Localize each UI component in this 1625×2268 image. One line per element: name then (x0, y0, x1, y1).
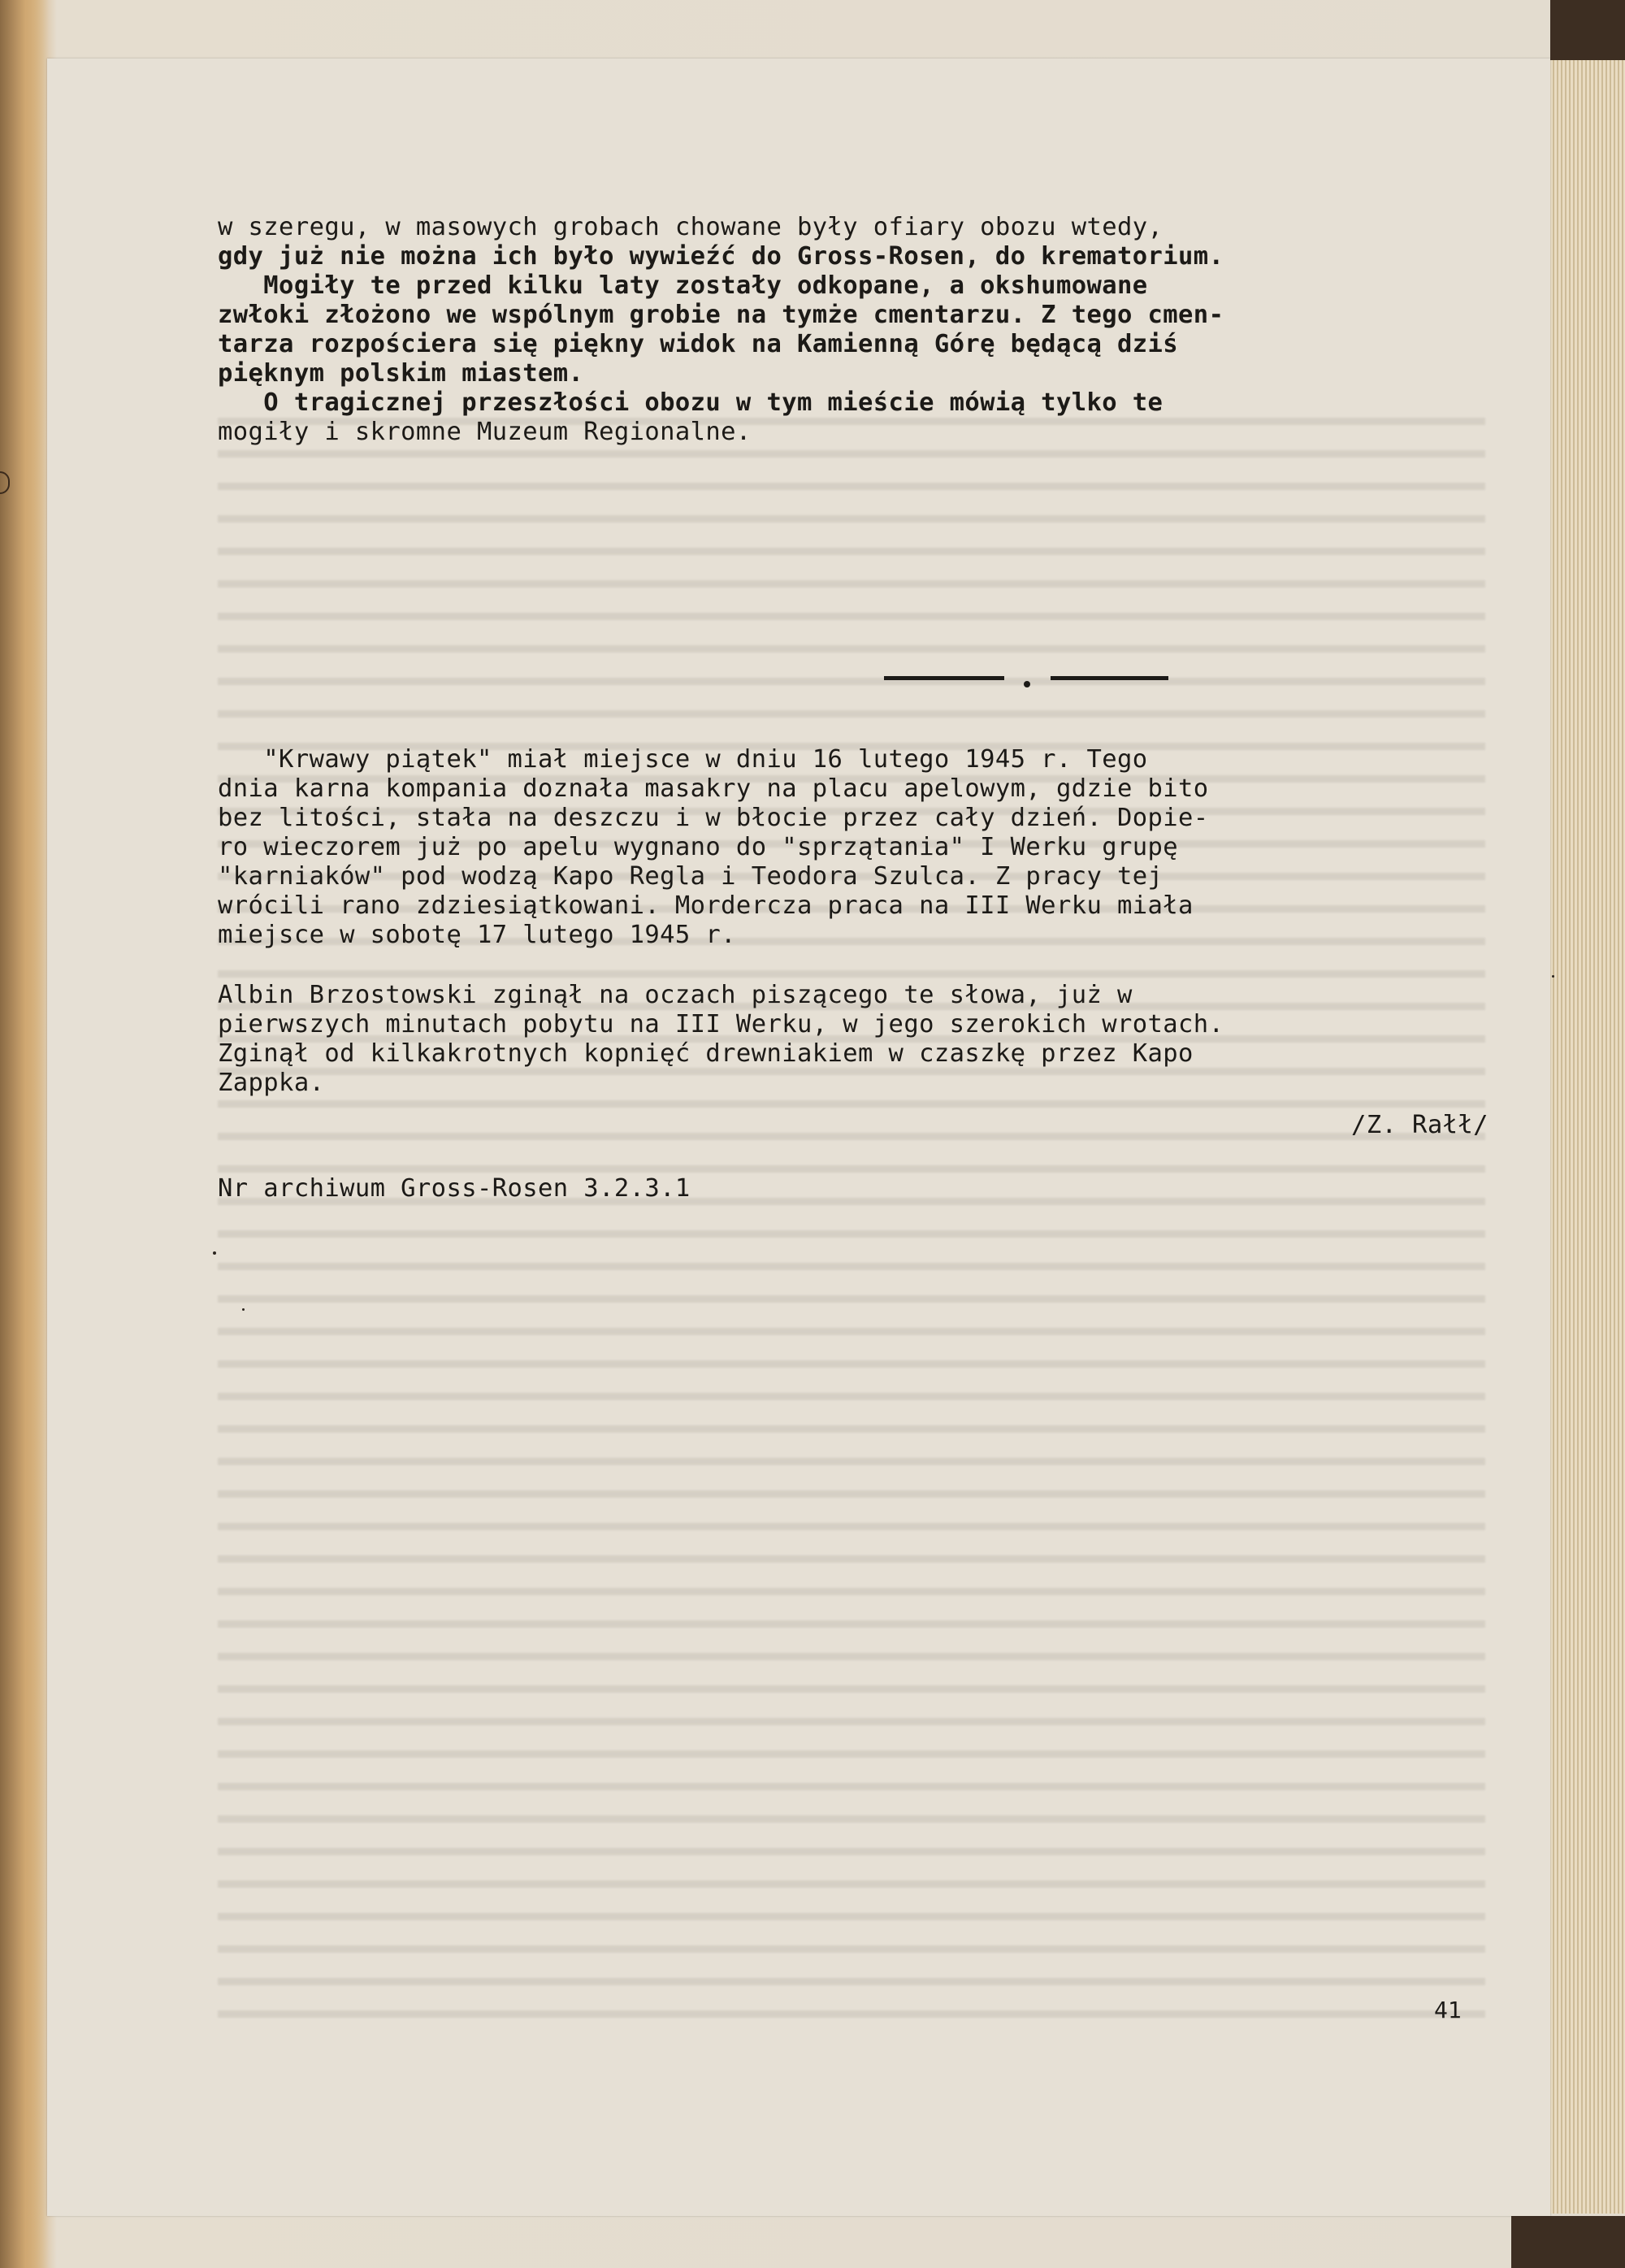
show-through-text-from-reverse (218, 400, 1485, 2025)
text-line: Albin Brzostowski zginął na oczach piszącego te słowa, już w (218, 981, 1133, 1009)
text-line: Zappka. (218, 1069, 325, 1097)
text-line: O tragicznej przeszłości obozu w tym mieście mówią tylko te (218, 388, 1164, 417)
text-line: wrócili rano zdziesiątkowani. Mordercza praca na III Werku miała (218, 891, 1194, 920)
text-line: pięknym polskim miastem. (218, 359, 584, 388)
page-number: 41 (1434, 1997, 1462, 2023)
paragraph-bloody-friday (218, 745, 1209, 950)
text-line: gdy już nie można ich było wywieźć do Gross-Rosen, do krematorium. (218, 242, 1224, 271)
archive-number: Nr archiwum Gross-Rosen 3.2.3.1 (218, 1174, 691, 1203)
paper-speck (213, 1251, 216, 1255)
text-line: "karniaków" pod wodzą Kapo Regla i Teodora Szulca. Z pracy tej (218, 862, 1164, 891)
text-line: zwłoki złożono we wspólnym grobie na tymże cmentarzu. Z tego cmen- (218, 301, 1224, 329)
text-line: pierwszych minutach pobytu na III Werku, w jego szerokich wrotach. (218, 1010, 1224, 1039)
scan-background-top (1550, 0, 1625, 60)
scan-background-bottom (1511, 2216, 1625, 2268)
text-line: w szeregu, w masowych grobach chowane były ofiary obozu wtedy, (218, 213, 1164, 241)
paper-speck (242, 1308, 245, 1311)
text-line: Mogiły te przed kilku laty zostały odkopane, a okshumowane (218, 271, 1148, 300)
divider-dot (1024, 681, 1030, 687)
text-line: bez litości, stała na deszczu i w błocie przez cały dzień. Dopie- (218, 804, 1209, 832)
text-line: "Krwawy piątek" miał miejsce w dniu 16 lutego 1945 r. Tego (218, 745, 1148, 774)
paragraph-albin-brzostowski (218, 981, 1224, 1098)
paragraph-cemetery (218, 213, 1224, 447)
page-edges-stack (1550, 60, 1625, 2214)
text-line: miejsce w sobotę 17 lutego 1945 r. (218, 921, 736, 949)
divider-rule-right (1051, 676, 1168, 680)
text-line: dnia karna kompania doznała masakry na placu apelowym, gdzie bito (218, 774, 1209, 803)
text-line: mogiły i skromne Muzeum Regionalne. (218, 418, 752, 446)
author-signature: /Z. Rałł/ (1351, 1111, 1488, 1139)
section-divider (884, 674, 1168, 686)
divider-rule-left (884, 676, 1004, 680)
text-line: tarza rozpościera się piękny widok na Kamienną Górę będącą dziś (218, 330, 1179, 358)
text-line: Zginął od kilkakrotnych kopnięć drewniakiem w czaszkę przez Kapo (218, 1039, 1194, 1068)
text-line: ro wieczorem już po apelu wygnano do "sprzątania" I Werku grupę (218, 833, 1179, 861)
document-page (47, 59, 1550, 2216)
paper-speck (1552, 975, 1554, 978)
